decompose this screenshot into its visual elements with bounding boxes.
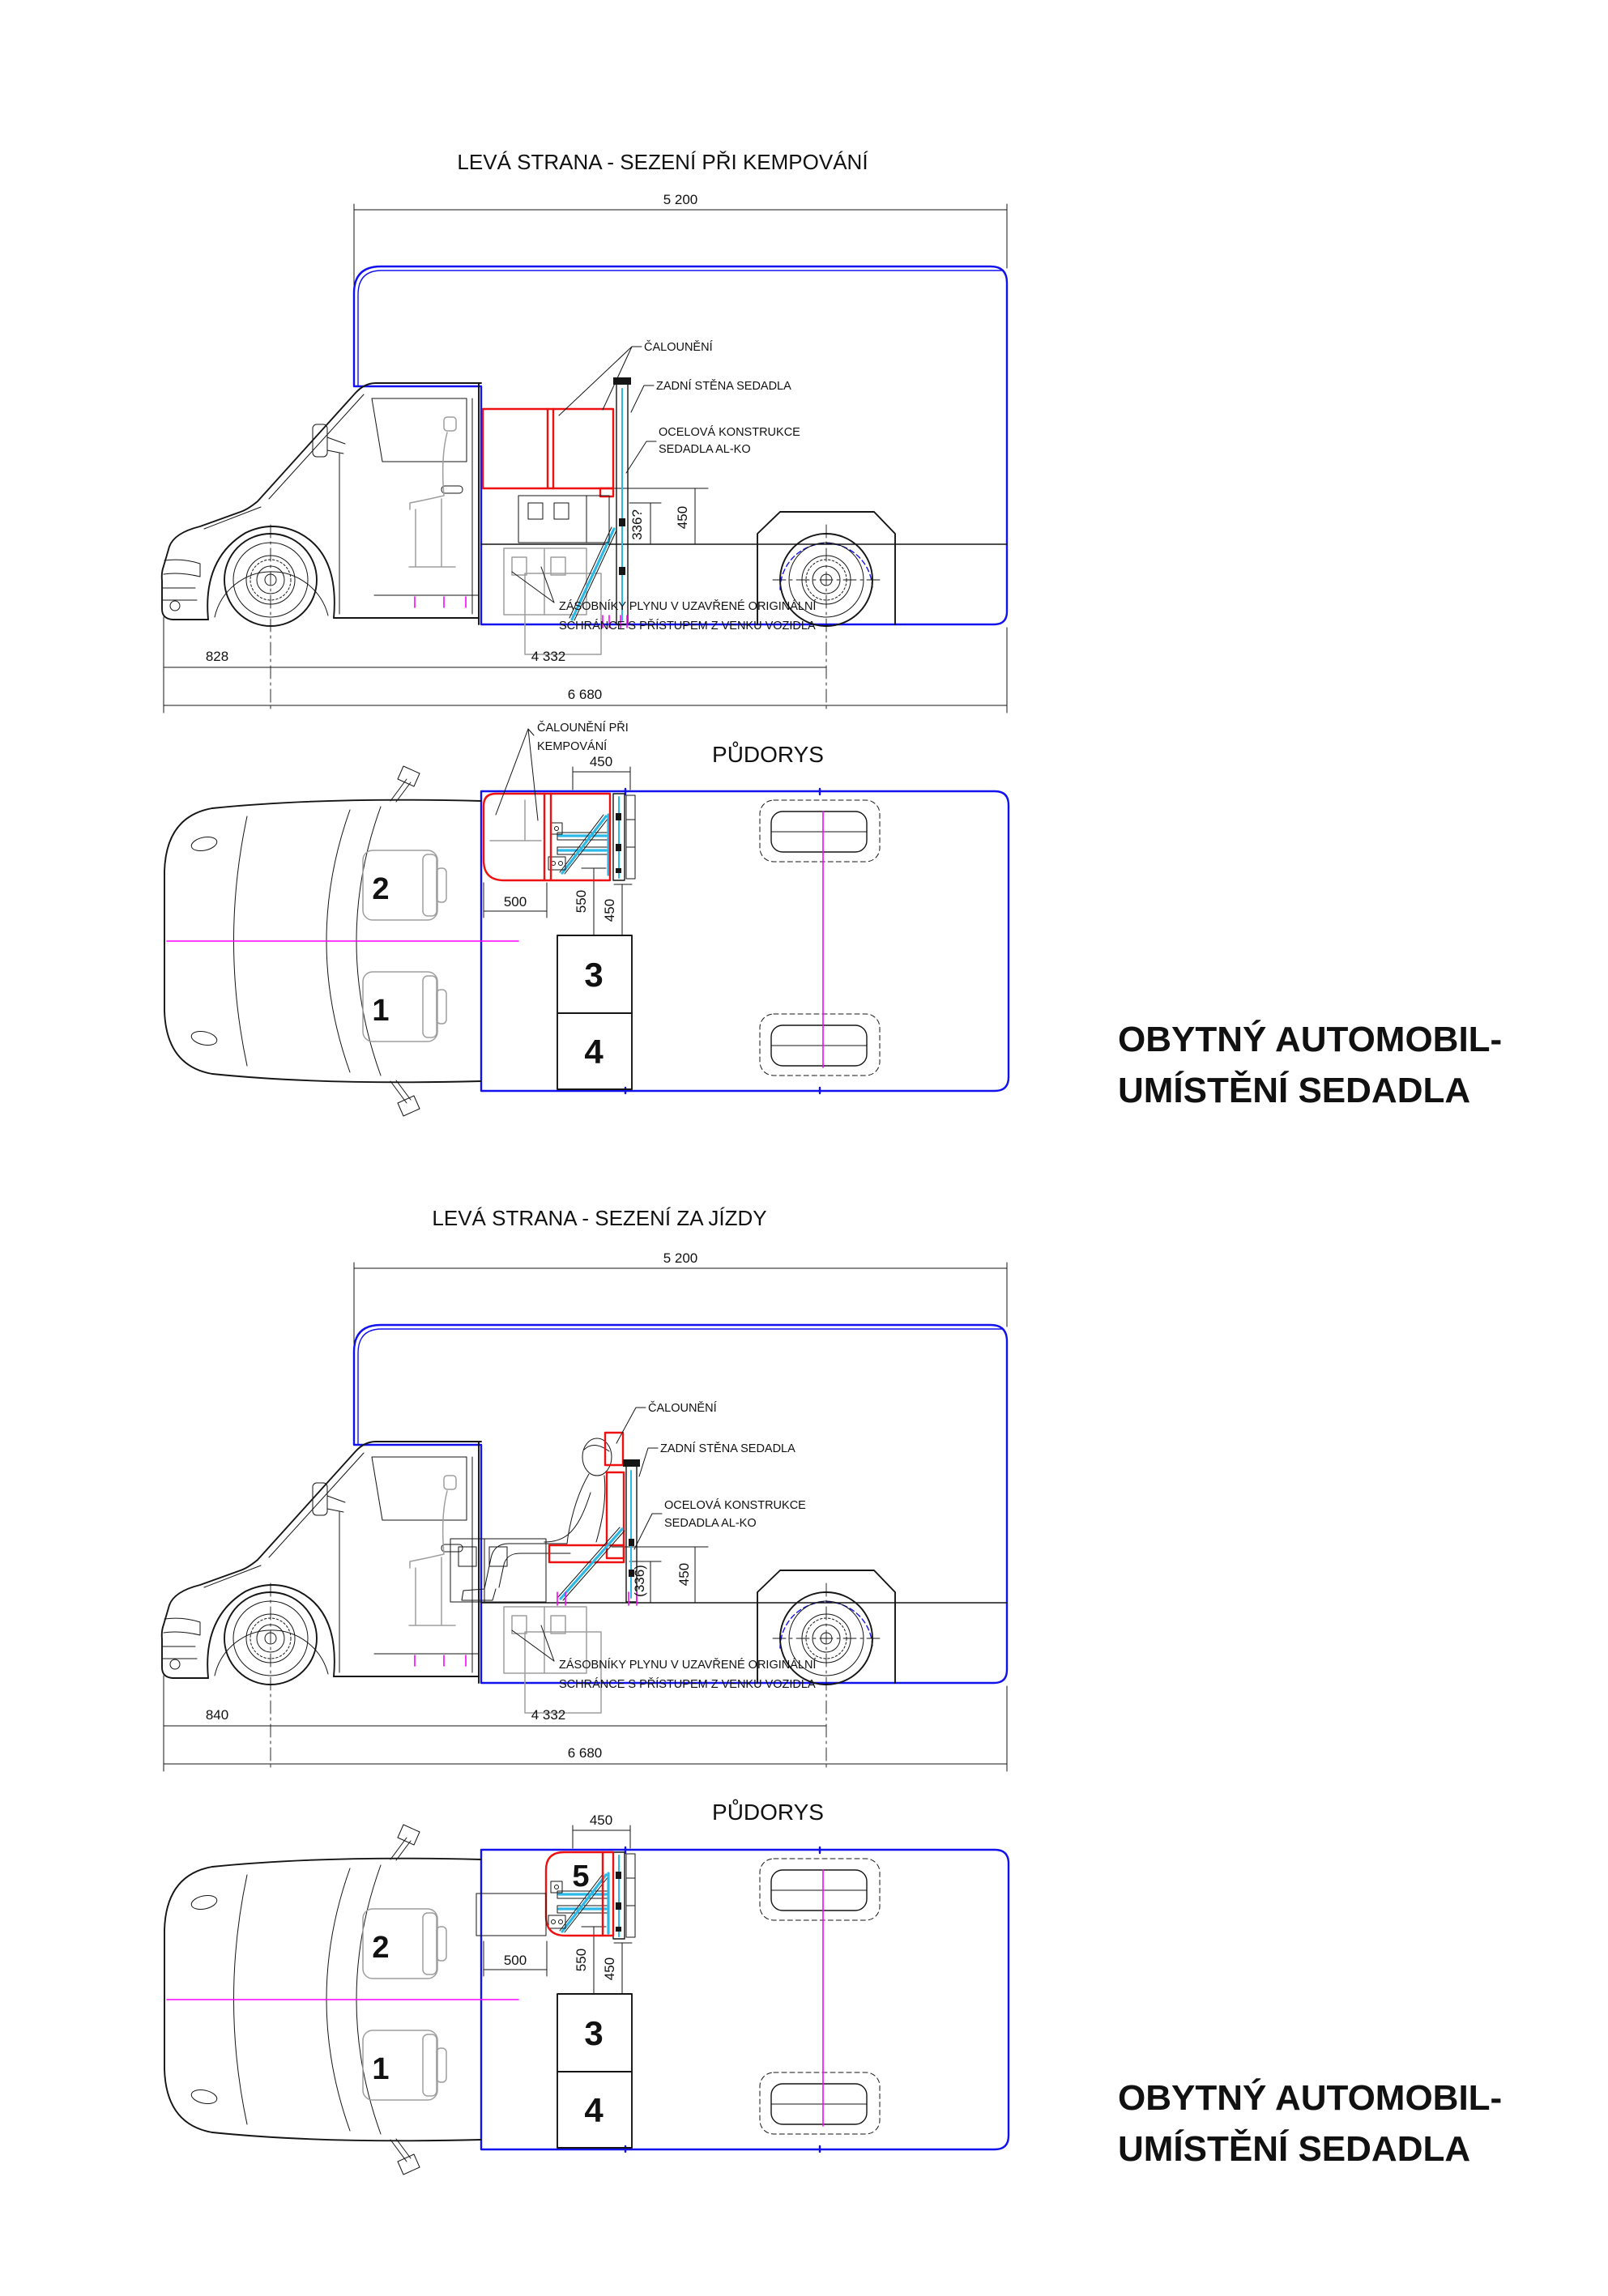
drawing-caption-line-1: OBYTNÝ AUTOMOBIL- [1118,1020,1503,1059]
seat-number-2: 2 [372,1931,390,1965]
dim-body-length: 5 200 [663,192,698,207]
gas-label-2: SCHRÁNCE S PŘÍSTUPEM Z VENKU VOZIDLA [559,1678,816,1691]
upholstery-label: ČALOUNĚNÍ [644,341,713,354]
box-number-3: 3 [584,2014,604,2052]
plan-title: PŮDORYS [712,742,824,767]
plan-dim-550: 550 [574,889,589,914]
dim-wheelbase: 4 332 [531,1707,566,1723]
drawing-caption-line-1: OBYTNÝ AUTOMOBIL- [1118,2078,1503,2118]
steel-structure-label-2: SEDADLA AL-KO [659,443,751,456]
plan-dim-500: 500 [503,894,527,909]
steel-structure-label-1: OCELOVÁ KONSTRUKCE [659,426,800,439]
dim-seat-height-336: 336? [629,509,645,540]
dim-front-axle: 828 [205,649,229,664]
dim-seat-height-450: 450 [676,1562,692,1587]
gas-label-1: ZÁSOBNÍKY PLYNU V UZAVŘENÉ ORIGINÁLNÍ [559,600,817,613]
plan-dim-550: 550 [574,1948,589,1972]
drawing-caption-line-2: UMÍSTĚNÍ SEDADLA [1118,1071,1471,1110]
rear-wall-label: ZADNÍ STĚNA SEDADLA [660,1442,795,1455]
dim-overall-length: 6 680 [567,1745,603,1761]
plan-upholstery-label-1: ČALOUNĚNÍ PŘI [537,722,629,735]
section-driving [162,1206,1502,2175]
seat-number-1: 1 [372,2052,390,2086]
box-number-4: 4 [584,2091,604,2129]
box-number-3: 3 [584,956,604,994]
plan-dim-500: 500 [503,1953,527,1968]
dim-body-length: 5 200 [663,1250,698,1266]
section-title: LEVÁ STRANA - SEZENÍ PŘI KEMPOVÁNÍ [457,150,868,174]
plan-dim-450: 450 [602,1957,617,1981]
box-number-4: 4 [584,1033,604,1071]
dim-wheelbase: 4 332 [531,649,566,664]
plan-dim-450-top: 450 [589,754,613,769]
plan-dim-450: 450 [602,898,617,922]
dim-seat-height-336: (336) [632,1565,647,1597]
gas-label-2: SCHRÁNCE S PŘÍSTUPEM Z VENKU VOZIDLA [559,620,816,633]
section-camping [162,150,1502,1116]
steel-structure-label-2: SEDADLA AL-KO [664,1517,757,1530]
dim-seat-height-450: 450 [675,505,690,530]
upholstery-label: ČALOUNĚNÍ [648,1402,717,1415]
camping-seat-side [483,377,631,628]
plan-title: PŮDORYS [712,1800,824,1825]
drawing-caption-line-2: UMÍSTĚNÍ SEDADLA [1118,2129,1471,2169]
steel-structure-label-1: OCELOVÁ KONSTRUKCE [664,1499,806,1512]
plan-dim-450-top: 450 [589,1813,613,1828]
seat-number-5: 5 [572,1859,590,1893]
seat-number-2: 2 [372,872,390,906]
gas-label-1: ZÁSOBNÍKY PLYNU V UZAVŘENÉ ORIGINÁLNÍ [559,1659,817,1672]
seat-number-1: 1 [372,994,390,1028]
dim-front-axle: 840 [205,1707,229,1723]
dim-overall-length: 6 680 [567,687,603,702]
plan-upholstery-label-2: KEMPOVÁNÍ [537,740,608,753]
rear-wall-label: ZADNÍ STĚNA SEDADLA [656,380,791,393]
section-title: LEVÁ STRANA - SEZENÍ ZA JÍZDY [432,1206,767,1230]
